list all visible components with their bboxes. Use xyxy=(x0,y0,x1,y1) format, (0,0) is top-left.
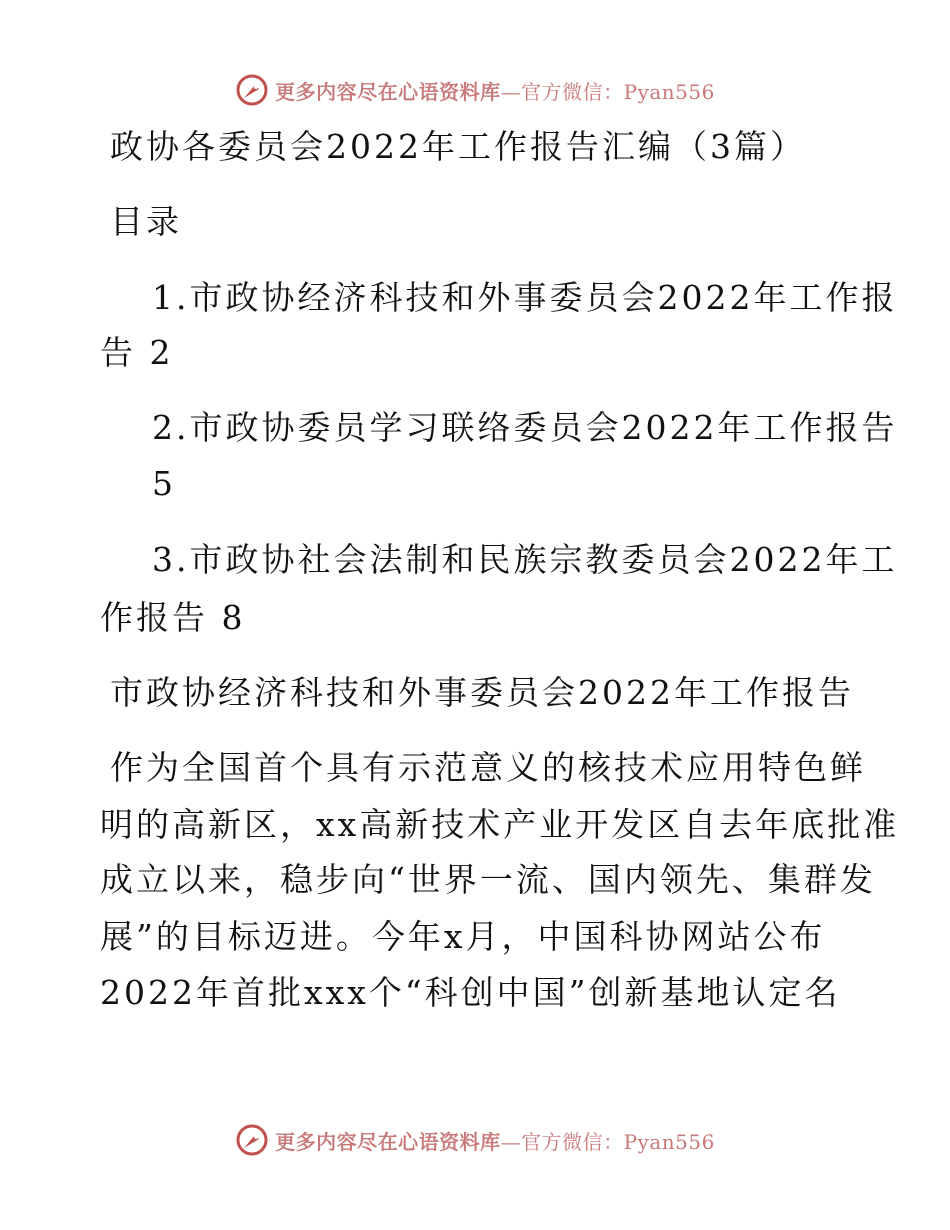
toc-item-3-page: 作报告 8 xyxy=(100,598,246,637)
toc-item-2: 2.市政协委员学习联络委员会2022年工作报告 xyxy=(152,408,898,447)
body-line: 展”的目标迈进。今年x月，中国科协网站公布 xyxy=(100,917,826,956)
toc-item-1: 1.市政协经济科技和外事委员会2022年工作报 xyxy=(152,278,898,317)
body-line: 成立以来，稳步向“世界一流、国内领先、集群发 xyxy=(100,860,876,899)
body-line: 2022年首批xxx个“科创中国”创新基地认定名 xyxy=(100,973,841,1012)
body-line: 明的高新区，xx高新技术产业开发区自去年底批准 xyxy=(100,805,900,844)
toc-item-3: 3.市政协社会法制和民族宗教委员会2022年工 xyxy=(152,540,898,579)
watermark-text: 更多内容尽在心语资料库—官方微信：Pyan556 xyxy=(275,79,715,104)
pen-nib-logo-icon xyxy=(235,1123,269,1157)
watermark-footer xyxy=(0,1120,950,1160)
watermark-text: 更多内容尽在心语资料库—官方微信：Pyan556 xyxy=(275,1129,715,1154)
watermark-header xyxy=(0,70,950,110)
toc-item-1-page: 告 2 xyxy=(100,333,174,372)
section-title: 市政协经济科技和外事委员会2022年工作报告 xyxy=(110,673,854,712)
document-title: 政协各委员会2022年工作报告汇编（3篇） xyxy=(110,127,806,166)
pen-nib-logo-icon xyxy=(235,73,269,107)
body-line: 作为全国首个具有示范意义的核技术应用特色鲜 xyxy=(110,748,866,787)
toc-heading: 目录 xyxy=(110,202,182,241)
toc-item-2-page: 5 xyxy=(152,464,176,503)
